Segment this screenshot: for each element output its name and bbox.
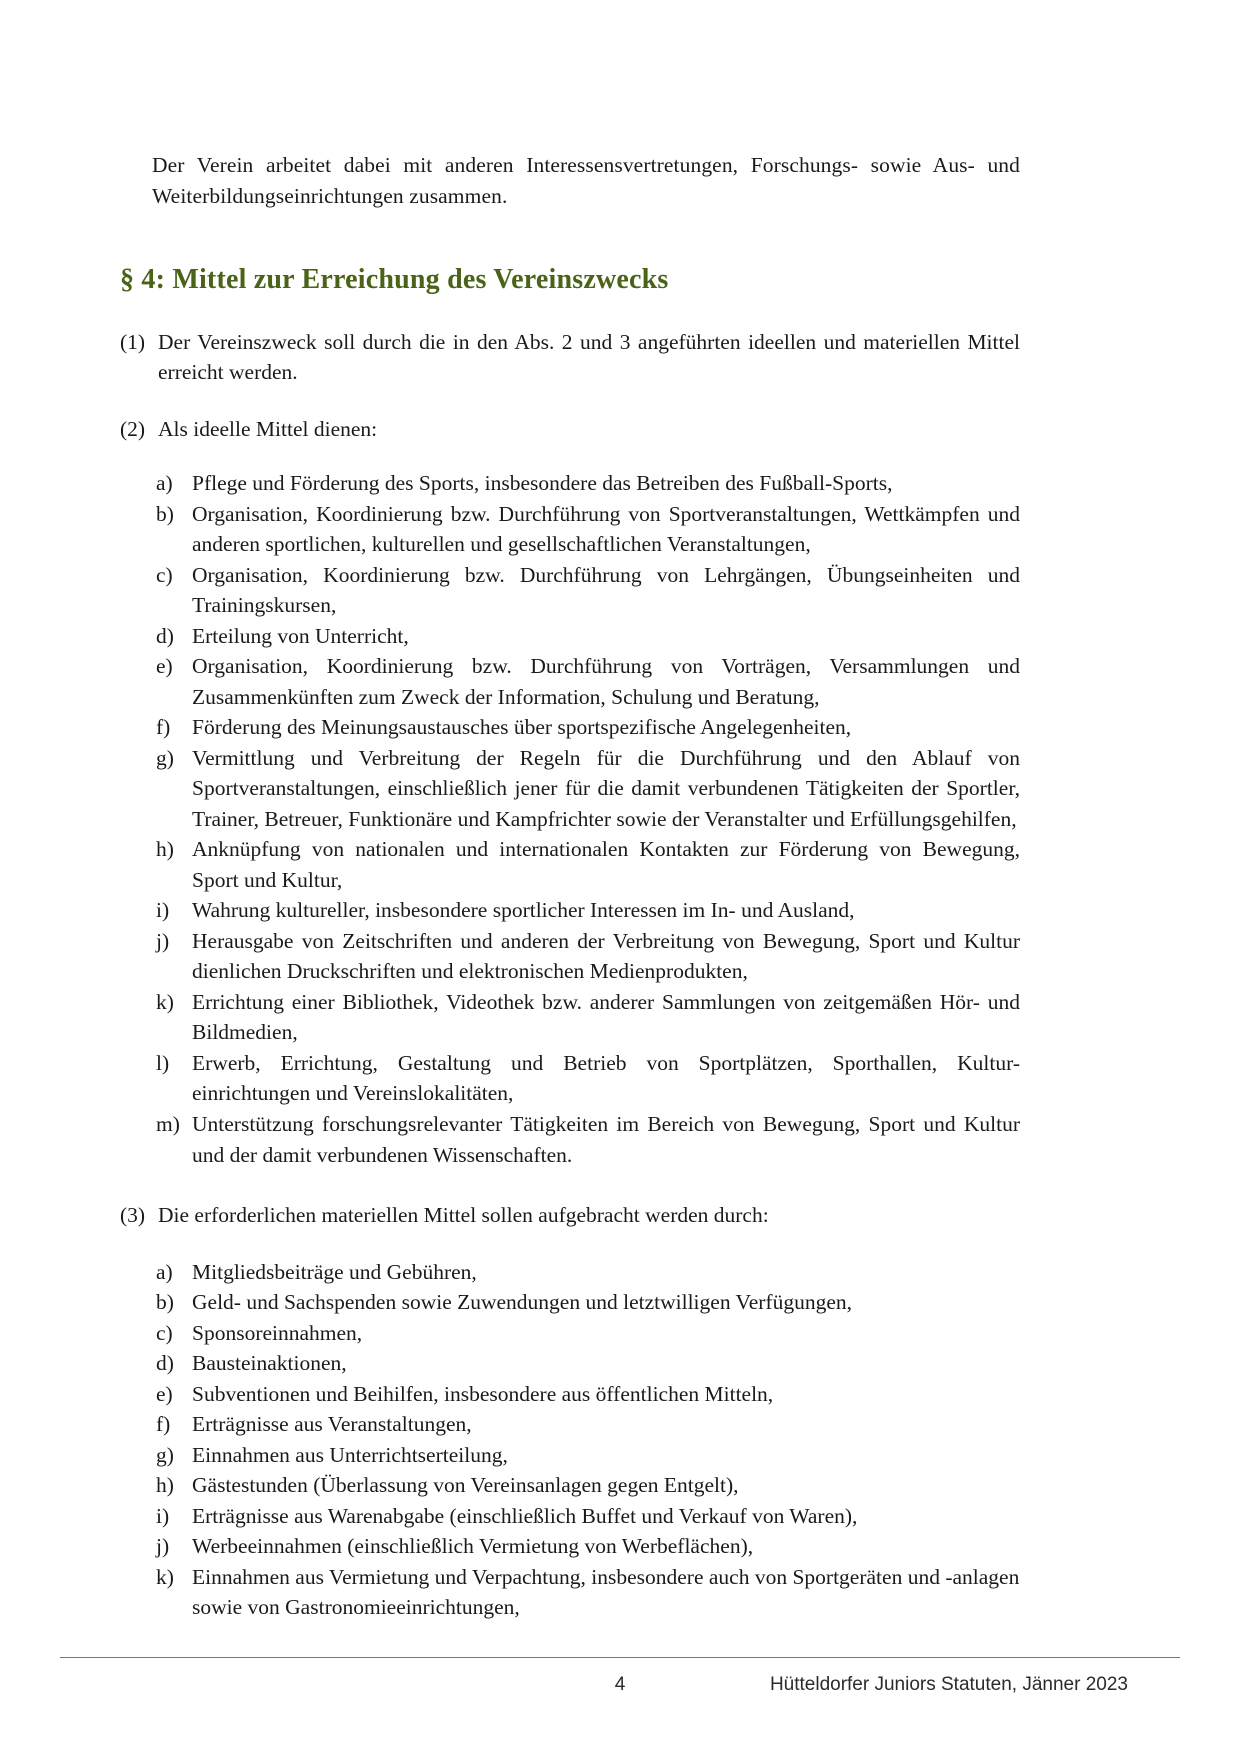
list-item-text: Organisation, Koordinierung bzw. Durchführung von Lehrgängen, Übungseinheiten und Trainingskursen, bbox=[192, 562, 1020, 618]
list-item bbox=[120, 1109, 1020, 1170]
list-item bbox=[120, 1562, 1020, 1623]
list-item-text: Erteilung von Unterricht, bbox=[192, 623, 409, 648]
list-item bbox=[120, 1470, 1020, 1501]
paragraph-text-2: Als ideelle Mittel dienen: bbox=[158, 416, 378, 441]
footer-row bbox=[60, 1674, 1180, 1702]
list-item-text: Subventionen und Beihilfen, insbesondere aus öffentlichen Mitteln, bbox=[192, 1381, 774, 1406]
list-item-marker: g) bbox=[156, 745, 174, 770]
list-item bbox=[120, 1409, 1020, 1440]
list-item bbox=[120, 1531, 1020, 1562]
list-item-text: Mitgliedsbeiträge und Gebühren, bbox=[192, 1259, 477, 1284]
list-item-marker: g) bbox=[156, 1442, 174, 1467]
list-item-marker: l) bbox=[156, 1050, 170, 1075]
list-item-text: Wahrung kultureller, insbesondere sportlicher Interessen im In- und Ausland, bbox=[192, 898, 855, 923]
list-item bbox=[120, 1257, 1020, 1288]
list-item-marker: h) bbox=[156, 1473, 174, 1498]
list-item bbox=[120, 560, 1020, 621]
list-item bbox=[120, 499, 1020, 560]
list-item-marker: k) bbox=[156, 989, 174, 1014]
list-item-text: Einnahmen aus Unterrichtserteilung, bbox=[192, 1442, 508, 1467]
list-item bbox=[120, 1348, 1020, 1379]
list-item-text: Erträgnisse aus Veranstaltungen, bbox=[192, 1412, 472, 1437]
list-item-marker: i) bbox=[156, 898, 170, 923]
paragraph-text-1: Der Vereinszweck soll durch die in den Abs. 2 und 3 angeführten ideellen und materiellen Mittel erreicht werden. bbox=[158, 329, 1020, 385]
list-item bbox=[120, 1048, 1020, 1109]
list-item-text: Errichtung einer Bibliothek, Videothek bzw. anderer Sammlungen von zeitgemäßen Hör- und Bildmedien, bbox=[192, 989, 1020, 1045]
list-item bbox=[120, 1379, 1020, 1410]
footer-document-title: Hütteldorfer Juniors Statuten, Jänner 2023 bbox=[769, 1674, 1128, 1695]
list-item-text: Förderung des Meinungsaustausches über sportspezifische Angelegenheiten, bbox=[192, 715, 852, 740]
list-item-marker: j) bbox=[156, 1534, 170, 1559]
list-item-marker: c) bbox=[156, 562, 173, 587]
list-item-marker: e) bbox=[156, 1381, 173, 1406]
list-item-marker: d) bbox=[156, 1351, 174, 1376]
list-item-text: Geld- und Sachspenden sowie Zuwendungen und letztwilligen Verfügungen, bbox=[192, 1290, 852, 1315]
list-item bbox=[120, 651, 1020, 712]
list-item-marker: b) bbox=[156, 1290, 174, 1315]
section-heading-paragraph-4: § 4: Mittel zur Erreichung des Vereinszwecks bbox=[120, 264, 669, 296]
list-item-text: Unterstützung forschungsrelevanter Tätigkeiten im Bereich von Bewegung, Sport und Kultur und der damit verbundenen Wissenschaften. bbox=[192, 1112, 1020, 1167]
list-item bbox=[120, 468, 1020, 499]
list-item bbox=[120, 621, 1020, 652]
list-item bbox=[120, 712, 1020, 743]
list-item-text: Erwerb, Errichtung, Gestaltung und Betrieb von Sportplätzen, Sporthallen, Kultur-einrichtungen und Vereinslokalitäten, bbox=[192, 1050, 1020, 1106]
numbered-paragraph-3 bbox=[120, 1200, 1020, 1231]
list-item-marker: d) bbox=[156, 623, 174, 648]
list-item-text: Einnahmen aus Vermietung und Verpachtung, insbesondere auch von Sportgeräten und -anlagen sowie von Gastronomieeinrichtungen, bbox=[192, 1564, 1020, 1620]
list-item-text: Gästestunden (Überlassung von Vereinsanlagen gegen Entgelt), bbox=[192, 1473, 739, 1498]
list-item-marker: f) bbox=[156, 715, 171, 740]
list-item bbox=[120, 1501, 1020, 1532]
numbered-paragraph-1 bbox=[120, 327, 1020, 388]
list-item bbox=[120, 743, 1020, 835]
list-item-marker: f) bbox=[156, 1412, 171, 1437]
list-item-text: Werbeeinnahmen (einschließlich Vermietung von Werbeflächen), bbox=[192, 1534, 754, 1559]
list-item bbox=[120, 1287, 1020, 1318]
footer-divider bbox=[60, 1657, 1180, 1658]
list-item bbox=[120, 1318, 1020, 1349]
list-item-marker: k) bbox=[156, 1564, 174, 1589]
numbered-paragraph-2 bbox=[120, 414, 1020, 445]
list-item-marker: e) bbox=[156, 654, 173, 679]
list-item-text: Erträgnisse aus Warenabgabe (einschließlich Buffet und Verkauf von Waren), bbox=[192, 1503, 858, 1528]
list-item-text: Pflege und Förderung des Sports, insbesondere das Betreiben des Fußball-Sports, bbox=[192, 471, 893, 496]
list-item bbox=[120, 926, 1020, 987]
list-item-text: Organisation, Koordinierung bzw. Durchführung von Sportveranstaltungen, Wettkämpfen und anderen sportlichen, kulturellen und gesellschaftlichen Veranstaltungen, bbox=[192, 501, 1020, 557]
list-item-text: Organisation, Koordinierung bzw. Durchführung von Vorträgen, Versammlungen und Zusammenkünften zum Zweck der Information, Schulung und Beratung, bbox=[192, 654, 1020, 709]
intro-paragraph: Der Verein arbeitet dabei mit anderen Interessensvertretungen, Forschungs- sowie Aus- und Weiterbildungseinrichtungen zusammen. bbox=[152, 153, 1020, 208]
list-item-marker: a) bbox=[156, 471, 173, 496]
materielle-mittel-list bbox=[120, 1257, 1020, 1623]
page-footer bbox=[60, 1657, 1180, 1702]
list-item-text: Bausteinaktionen, bbox=[192, 1351, 347, 1376]
paragraph-marker-2: (2) bbox=[120, 416, 146, 441]
list-item-marker: c) bbox=[156, 1320, 173, 1345]
list-item bbox=[120, 1440, 1020, 1471]
paragraph-marker-3: (3) bbox=[120, 1203, 146, 1228]
list-item-text: Herausgabe von Zeitschriften und anderen der Verbreitung von Bewegung, Sport und Kultur dienlichen Druckschriften und elektronischen Medienprodukten, bbox=[192, 928, 1020, 984]
list-item-marker: a) bbox=[156, 1259, 173, 1284]
page-number: 4 bbox=[614, 1674, 626, 1695]
list-item bbox=[120, 895, 1020, 926]
list-item-marker: h) bbox=[156, 837, 174, 862]
ideelle-mittel-list bbox=[120, 468, 1020, 1170]
list-item-text: Anknüpfung von nationalen und internationalen Kontakten zur Förderung von Bewegung, Sport und Kultur, bbox=[192, 837, 1020, 892]
list-item-text: Sponsoreinnahmen, bbox=[192, 1320, 363, 1345]
page-content bbox=[120, 150, 1020, 1623]
list-item-text: Vermittlung und Verbreitung der Regeln für die Durchführung und den Ablauf von Sportveranstaltungen, einschließlich jener für die damit verbundenen Tätigkeiten der Sportler, Trainer, Betreuer, Funktionäre und Kampfrichter sowie der Veranstalter und Erfüllungsgehilfen, bbox=[192, 745, 1020, 831]
list-item bbox=[120, 834, 1020, 895]
list-item-marker: j) bbox=[156, 928, 170, 953]
paragraph-marker-1: (1) bbox=[120, 329, 146, 354]
paragraph-text-3: Die erforderlichen materiellen Mittel sollen aufgebracht werden durch: bbox=[158, 1203, 769, 1228]
list-item-marker: b) bbox=[156, 501, 174, 526]
list-item-marker: m) bbox=[156, 1112, 180, 1136]
list-item bbox=[120, 987, 1020, 1048]
list-item-marker: i) bbox=[156, 1503, 170, 1528]
